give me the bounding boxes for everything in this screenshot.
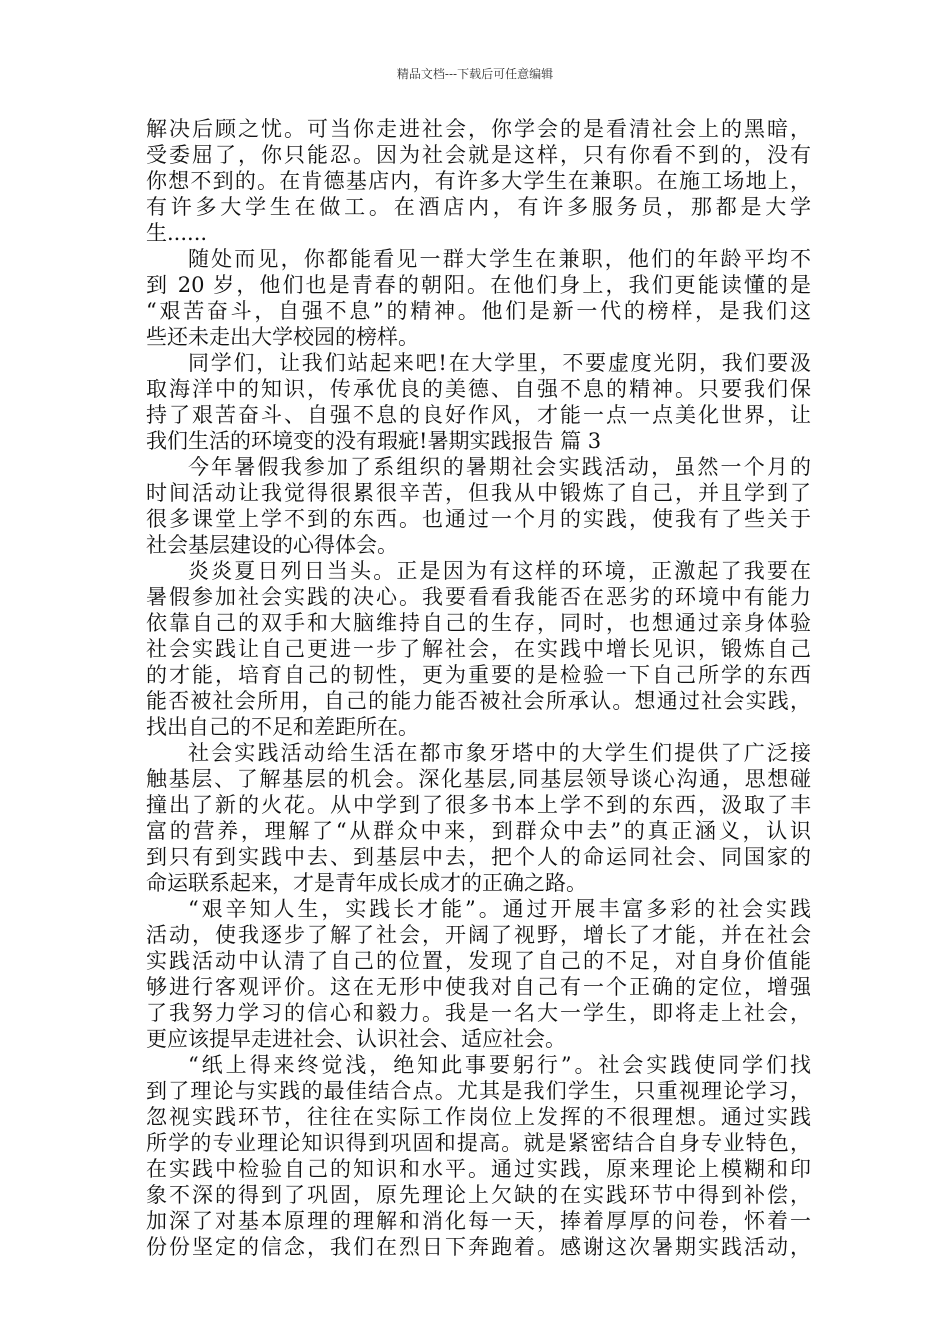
text-line: 在实践中检验自己的知识和水平。通过实践，原来理论上模糊和印 bbox=[146, 1157, 811, 1181]
text-line: 些还未走出大学校园的榜样。 bbox=[146, 325, 419, 349]
text-line: 富的营养，理解了“从群众中来，到群众中去”的真正涵义，认识 bbox=[146, 819, 811, 843]
text-line: 找出自己的不足和差距所在。 bbox=[146, 715, 419, 739]
text-line: 同学们，让我们站起来吧!在大学里，不要虚度光阴，我们要汲 bbox=[188, 351, 811, 375]
text-line: 取海洋中的知识，传承优良的美德、自强不息的精神。只要我们保 bbox=[146, 377, 811, 401]
text-line: 持了艰苦奋斗、自强不息的良好作风，才能一点一点美化世界，让 bbox=[146, 403, 811, 427]
text-line: 我们生活的环境变的没有瑕疵!暑期实践报告 篇 3 bbox=[146, 429, 602, 453]
text-line: “艰辛知人生，实践长才能”。通过开展丰富多彩的社会实践 bbox=[188, 897, 811, 921]
paragraph bbox=[146, 558, 811, 740]
text-line: 命运联系起来，才是青年成长成才的正确之路。 bbox=[146, 871, 587, 895]
text-line: 象不深的得到了巩固，原先理论上欠缺的在实践环节中得到补偿， bbox=[146, 1183, 811, 1207]
paragraph bbox=[146, 116, 811, 246]
text-line: 解决后顾之忧。可当你走进社会，你学会的是看清社会上的黑暗， bbox=[146, 117, 811, 141]
text-line: 实践活动中认清了自己的位置，发现了自己的不足，对自身价值能 bbox=[146, 949, 811, 973]
text-line: 你想不到的。在肯德基店内，有许多大学生在兼职。在施工场地上， bbox=[146, 169, 811, 193]
text-line: 了我努力学习的信心和毅力。我是一名大一学生，即将走上社会， bbox=[146, 1001, 811, 1025]
text-line: 加深了对基本原理的理解和消化每一天，捧着厚厚的问卷，怀着一 bbox=[146, 1209, 811, 1233]
text-line: 受委屈了，你只能忍。因为社会就是这样，只有你看不到的，没有 bbox=[146, 143, 811, 167]
text-line: 依靠自己的双手和大脑维持自己的生存，同时，也想通过亲身体验 bbox=[146, 611, 811, 635]
text-line: 活动，使我逐步了解了社会，开阔了视野，增长了才能，并在社会 bbox=[146, 923, 811, 947]
text-line: 社会基层建设的心得体会。 bbox=[146, 533, 398, 557]
paragraph bbox=[146, 246, 811, 350]
text-line: 的才能，培育自己的韧性，更为重要的是检验一下自己所学的东西 bbox=[146, 663, 811, 687]
paragraph bbox=[146, 350, 811, 454]
text-line: 今年暑假我参加了系组织的暑期社会实践活动，虽然一个月的 bbox=[188, 455, 811, 479]
text-line: 能否被社会所用，自己的能力能否被社会所承认。想通过社会实践， bbox=[146, 689, 811, 713]
text-line: 到 20 岁，他们也是青春的朝阳。在他们身上，我们更能读懂的是 bbox=[146, 273, 811, 297]
paragraph bbox=[146, 1052, 811, 1260]
page-header: 精品文档---下载后可任意编辑 bbox=[396, 67, 554, 81]
text-line: 撞出了新的火花。从中学到了很多书本上学不到的东西，汲取了丰 bbox=[146, 793, 811, 817]
text-line: 忽视实践环节，往往在实际工作岗位上发挥的不很理想。通过实践 bbox=[146, 1105, 811, 1129]
text-line: 社会实践让自己更进一步了解社会，在实践中增长见识，锻炼自己 bbox=[146, 637, 811, 661]
text-line: “纸上得来终觉浅，绝知此事要躬行”。社会实践使同学们找 bbox=[188, 1053, 811, 1077]
text-line: 社会实践活动给生活在都市象牙塔中的大学生们提供了广泛接 bbox=[188, 741, 811, 765]
text-line: 有许多大学生在做工。在酒店内，有许多服务员，那都是大学 bbox=[146, 195, 811, 219]
text-line: 生...... bbox=[146, 221, 208, 245]
text-line: 更应该提早走进社会、认识社会、适应社会。 bbox=[146, 1027, 566, 1051]
text-line: 时间活动让我觉得很累很辛苦，但我从中锻炼了自己，并且学到了 bbox=[146, 481, 811, 505]
text-line: “艰苦奋斗，自强不息”的精神。他们是新一代的榜样，是我们这 bbox=[146, 299, 811, 323]
text-line: 随处而见，你都能看见一群大学生在兼职，他们的年龄平均不 bbox=[188, 247, 811, 271]
text-line: 触基层、了解基层的机会。深化基层,同基层领导谈心沟通，思想碰 bbox=[146, 767, 811, 791]
text-line: 所学的专业理论知识得到巩固和提高。就是紧密结合自身专业特色， bbox=[146, 1131, 811, 1155]
paragraph bbox=[146, 454, 811, 558]
text-line: 很多课堂上学不到的东西。也通过一个月的实践，使我有了些关于 bbox=[146, 507, 811, 531]
text-line: 份份坚定的信念，我们在烈日下奔跑着。感谢这次暑期实践活动， bbox=[146, 1235, 811, 1259]
text-line: 够进行客观评价。这在无形中使我对自己有一个正确的定位，增强 bbox=[146, 975, 811, 999]
document-body bbox=[146, 116, 811, 1260]
paragraph bbox=[146, 740, 811, 896]
text-line: 到了理论与实践的最佳结合点。尤其是我们学生，只重视理论学习， bbox=[146, 1079, 811, 1103]
paragraph bbox=[146, 896, 811, 1052]
text-line: 暑假参加社会实践的决心。我要看看我能否在恶劣的环境中有能力 bbox=[146, 585, 811, 609]
text-line: 到只有到实践中去、到基层中去，把个人的命运同社会、同国家的 bbox=[146, 845, 811, 869]
text-line: 炎炎夏日列日当头。正是因为有这样的环境，正激起了我要在 bbox=[188, 559, 811, 583]
